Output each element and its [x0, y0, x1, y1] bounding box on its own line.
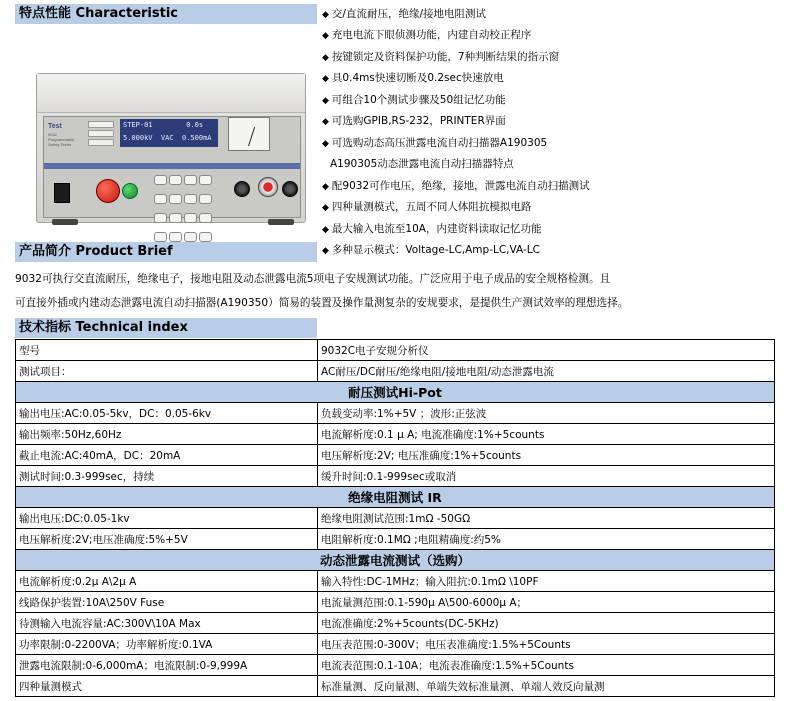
spec-cell-left: 待测输入电流容量:AC:300V\10A Max [16, 613, 318, 634]
feature-item: ◆ 可选购GPIB,RS-232，PRINTER界面 [322, 115, 506, 127]
spec-cell-right: AC耐压/DC耐压/绝缘电阻/接地电阻/动态泄露电流 [318, 361, 775, 382]
spec-cell-right: 电流准确度:2%+5counts(DC-5KHz) [318, 613, 775, 634]
spec-section-row [16, 382, 775, 403]
meter-needle [248, 127, 255, 146]
start-button-icon [122, 183, 138, 199]
feature-item: ◆ 交/直流耐压，绝缘/接地电阻测试 [322, 8, 486, 20]
spec-row [16, 508, 775, 529]
spec-cell-right: 电流表范围:0.1-10A；电流表准确度:1.5%+5Counts [318, 655, 775, 676]
return-jack-icon [282, 181, 298, 197]
hv-terminal-icon [258, 177, 278, 197]
device-keypad [154, 173, 222, 249]
spec-section-title: 耐压测试Hi-Pot [16, 382, 775, 403]
device-brand: Test [48, 123, 62, 130]
spec-cell-left: 功率限制:0-2200VA；功率解析度:0.1VA [16, 634, 318, 655]
spec-cell-left: 截止电流:AC:40mA，DC：20mA [16, 445, 318, 466]
device-label-strip [44, 163, 300, 169]
spec-cell-right: 电流解析度:0.1 μ A; 电流准确度:1%+5counts [318, 424, 775, 445]
lcd-line-2: 5.000kV VAC 0.500mA [123, 134, 212, 142]
spec-cell-right: 电压表范围:0-300V；电压表准确度:1.5%+5Counts [318, 634, 775, 655]
spec-row [16, 424, 775, 445]
feature-item: ◆ 最大输入电流至10A，内建资料读取记忆功能 [322, 223, 542, 235]
spec-cell-left: 输出电压:DC:0.05-1kv [16, 508, 318, 529]
lcd-line-1: STEP-01 0.0s [123, 121, 204, 129]
spec-cell-left: 测试时间:0.3-999sec，持续 [16, 466, 318, 487]
spec-row [16, 361, 775, 382]
spec-cell-right: 电压解析度:2V; 电压准确度:1%+5counts [318, 445, 775, 466]
intro-line-1: 9032可执行交直流耐压，绝缘电子，接地电阻及动态泄露电流5项电子安规测试功能。广泛应用于电子成品的安全规格检测。且 [15, 273, 611, 285]
spec-cell-left: 输出频率:50Hz,60Hz [16, 424, 318, 445]
device-foot-left [52, 219, 78, 225]
device-front-panel [43, 116, 301, 218]
feature-item: ◆ 配9032可作电压，绝缘，接地，泄露电流自动扫描测试 [322, 180, 590, 192]
spec-row [16, 655, 775, 676]
spec-section-title: 动态泄露电流测试（选购） [16, 550, 775, 571]
spec-cell-right: 负载变动率:1%+5V ；波形:正弦波 [318, 403, 775, 424]
device-brand-sub: 9032 Programmable Safety Tester [48, 132, 75, 147]
spec-cell-right: 电阻解析度:0.1MΩ ;电阻精确度:约5% [318, 529, 775, 550]
spec-row [16, 676, 775, 697]
spec-row [16, 592, 775, 613]
feature-item: ◆ 四种量测模式，五周不同人体阻抗模拟电路 [322, 201, 532, 213]
feature-item: ◆ 多种显示模式：Voltage-LC,Amp-LC,VA-LC [322, 244, 540, 256]
spec-row [16, 403, 775, 424]
device-top-panel [37, 74, 305, 113]
spec-cell-left: 电流解析度:0.2μ A\2μ A [16, 571, 318, 592]
feature-item: ◆ 可组合10个测试步骤及50组记忆功能 [322, 94, 506, 106]
analog-meter [228, 117, 270, 151]
output-jack-icon [234, 181, 250, 197]
spec-section-row [16, 550, 775, 571]
spec-row [16, 529, 775, 550]
feature-item: A190305动态泄露电流自动扫描器特点 [330, 158, 514, 170]
spec-cell-left: 泄露电流限制:0-6,000mA；电流限制:0-9,999A [16, 655, 318, 676]
spec-section-title: 绝缘电阻测试 IR [16, 487, 775, 508]
section-header-technical: 技术指标 Technical index [15, 318, 317, 338]
spec-cell-right: 绝缘电阻测试范围:1mΩ -50GΩ [318, 508, 775, 529]
spec-cell-right: 标准量测、反向量测、单端失效标准量测、单端人效反向量测 [318, 676, 775, 697]
spec-table [15, 339, 775, 697]
spec-cell-left: 型号 [16, 340, 318, 361]
spec-row [16, 466, 775, 487]
spec-row [16, 571, 775, 592]
product-image [18, 63, 306, 237]
feature-item: ◆ 具0.4ms快速切断及0.2sec快速放电 [322, 72, 504, 84]
spec-row [16, 613, 775, 634]
spec-cell-left: 测试项目： [16, 361, 318, 382]
feature-item: ◆ 按键锁定及资料保护功能，7种判断结果的指示窗 [322, 51, 560, 63]
spec-row [16, 340, 775, 361]
device-foot-right [268, 219, 294, 225]
spec-section-row [16, 487, 775, 508]
stop-button-icon [96, 179, 120, 203]
spec-cell-right: 输入特性:DC-1MHz；输入阻抗:0.1mΩ \10PF [318, 571, 775, 592]
spec-cell-left: 电压解析度:2V;电压准确度:5%+5V [16, 529, 318, 550]
feature-item: ◆ 可选购动态高压泄露电流自动扫描器A190305 [322, 137, 548, 149]
section-header-characteristic: 特点性能 Characteristic [15, 4, 317, 24]
spec-cell-right: 电流量测范围:0.1-590μ A\500-6000μ A； [318, 592, 775, 613]
device-body [36, 73, 306, 223]
spec-row [16, 445, 775, 466]
spec-cell-left: 输出电压:AC:0.05-5kv，DC：0.05-6kv [16, 403, 318, 424]
spec-cell-left: 线路保护装置:10A\250V Fuse [16, 592, 318, 613]
section-header-product-brief: 产品简介 Product Brief [15, 242, 317, 262]
spec-cell-right: 9032C电子安规分析仪 [318, 340, 775, 361]
power-switch-icon [54, 183, 70, 203]
intro-line-2: 可直接外插或内建动态泄露电流自动扫描器(A190350）简易的装置及操作量测复杂的安规要求，是提供生产测试效率的理想选择。 [15, 297, 629, 309]
spec-cell-right: 缓升时间:0.1-999sec或取消 [318, 466, 775, 487]
device-lcd [120, 119, 218, 147]
device-indicator-labels [88, 121, 114, 148]
spec-cell-left: 四种量测模式 [16, 676, 318, 697]
feature-item: ◆ 充电电流下眼侦测功能，内建自动校正程序 [322, 29, 532, 41]
spec-row [16, 634, 775, 655]
